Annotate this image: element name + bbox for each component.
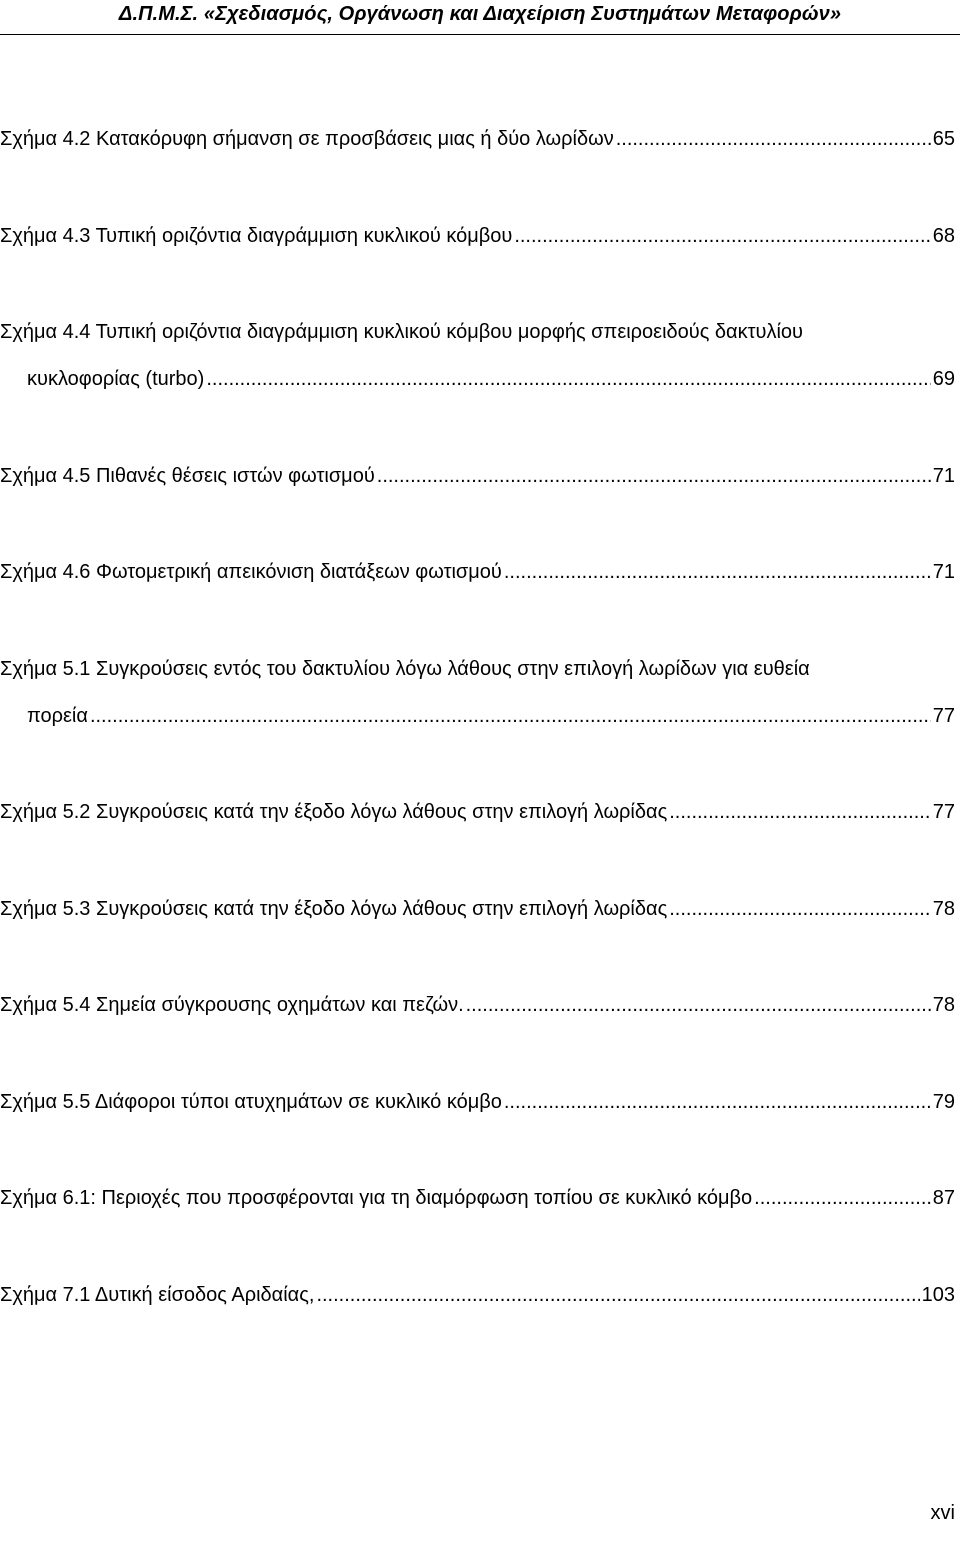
- toc-entry-text: πορεία: [27, 705, 88, 727]
- toc-entry-text: Σχήμα 4.5 Πιθανές θέσεις ιστών φωτισμού: [0, 465, 375, 487]
- toc-entry[interactable]: [0, 558, 955, 586]
- toc-entry-page: 69: [932, 368, 955, 390]
- toc-entry-text: Σχήμα 5.4 Σημεία σύγκρουσης οχημάτων και πεζών.: [0, 994, 464, 1016]
- toc-entry-page: 77: [932, 705, 955, 727]
- toc-entry[interactable]: [0, 1281, 955, 1309]
- toc-entry-page: 78: [932, 898, 955, 920]
- toc-entry-text: κυκλοφορίας (turbo): [27, 368, 205, 390]
- toc-entry-page: 71: [932, 465, 955, 487]
- toc-entry-page: 77: [932, 801, 955, 823]
- toc-entry[interactable]: [0, 125, 955, 153]
- toc-entry-page: 68: [932, 225, 955, 247]
- dot-leader: [754, 1184, 931, 1212]
- toc-entry-text: Σχήμα 5.2 Συγκρούσεις κατά την έξοδο λόγω λάθους στην επιλογή λωρίδας: [0, 801, 668, 823]
- dot-leader: [466, 991, 931, 1019]
- toc-entry-page: 78: [932, 994, 955, 1016]
- toc-entry-text: Σχήμα 5.5 Διάφοροι τύποι ατυχημάτων σε κυκλικό κόμβο: [0, 1091, 502, 1113]
- dot-leader: [616, 125, 931, 153]
- toc-entry-continuation[interactable]: [27, 702, 955, 730]
- toc-entry-text: Σχήμα 5.3 Συγκρούσεις κατά την έξοδο λόγω λάθους στην επιλογή λωρίδας: [0, 898, 668, 920]
- page-number: xvi: [930, 1502, 955, 1524]
- header-rule: [0, 34, 960, 35]
- toc-entry[interactable]: [0, 318, 803, 346]
- toc-entry-page: 103: [921, 1284, 955, 1306]
- dot-leader: [669, 798, 931, 826]
- toc-entry-page: 65: [932, 128, 955, 150]
- toc-entry[interactable]: [0, 991, 955, 1019]
- toc-entry[interactable]: [0, 895, 955, 923]
- toc-entry[interactable]: [0, 222, 955, 250]
- toc-entry[interactable]: [0, 1184, 955, 1212]
- dot-leader: [669, 895, 931, 923]
- toc-entry-continuation[interactable]: [27, 365, 955, 393]
- toc-entry-page: 87: [932, 1187, 955, 1209]
- toc-entry-text: Σχήμα 5.1 Συγκρούσεις εντός του δακτυλίου λόγω λάθους στην επιλογή λωρίδων για ευθεία: [0, 658, 810, 680]
- toc-entry-text: Σχήμα 4.2 Κατακόρυφη σήμανση σε προσβάσεις μιας ή δύο λωρίδων: [0, 128, 614, 150]
- toc-entry-text: Σχήμα 4.4 Τυπική οριζόντια διαγράμμιση κυκλικού κόμβου μορφής σπειροειδούς δακτυλίου: [0, 321, 803, 343]
- toc-entry-text: Σχήμα 4.6 Φωτομετρική απεικόνιση διατάξεων φωτισμού: [0, 561, 502, 583]
- dot-leader: [377, 462, 931, 490]
- toc-entry-page: 79: [932, 1091, 955, 1113]
- toc-entry-text: Σχήμα 4.3 Τυπική οριζόντια διαγράμμιση κυκλικού κόμβου: [0, 225, 513, 247]
- toc-entry-text: Σχήμα 7.1 Δυτική είσοδος Αριδαίας,: [0, 1284, 315, 1306]
- dot-leader: [206, 365, 930, 393]
- dot-leader: [504, 558, 931, 586]
- toc-entry[interactable]: [0, 798, 955, 826]
- dot-leader: [316, 1281, 919, 1309]
- dot-leader: [514, 222, 930, 250]
- dot-leader: [504, 1088, 931, 1116]
- toc-entry-page: 71: [932, 561, 955, 583]
- toc-entry[interactable]: [0, 462, 955, 490]
- toc-entry[interactable]: [0, 655, 810, 683]
- toc-entry[interactable]: [0, 1088, 955, 1116]
- document-header: Δ.Π.Μ.Σ. «Σχεδιασμός, Οργάνωση και Διαχείριση Συστημάτων Μεταφορών»: [118, 3, 842, 25]
- dot-leader: [90, 702, 931, 730]
- toc-entry-text: Σχήμα 6.1: Περιοχές που προσφέρονται για τη διαμόρφωση τοπίου σε κυκλικό κόμβο: [0, 1187, 753, 1209]
